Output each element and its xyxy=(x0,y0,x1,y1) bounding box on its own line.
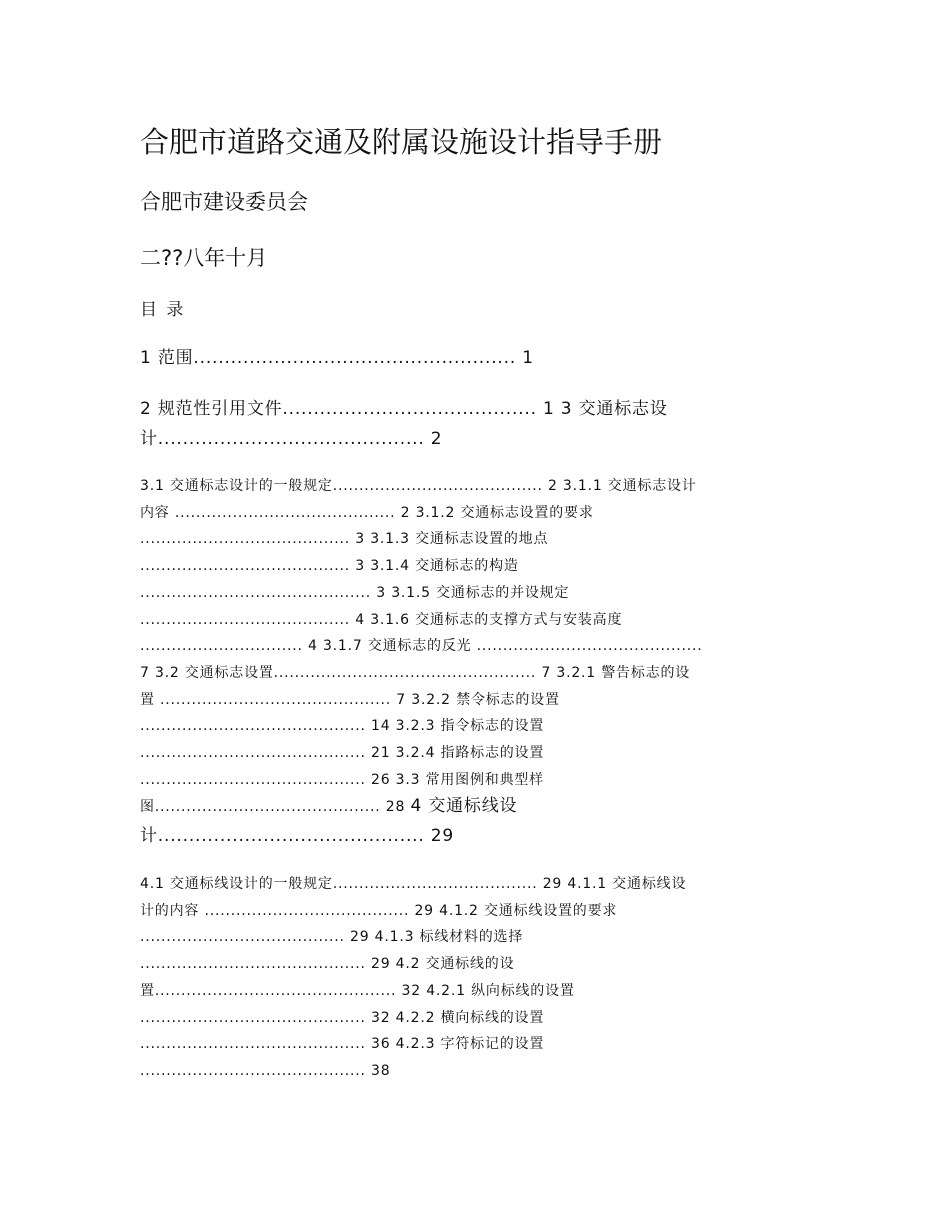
toc-entry[interactable]: ....................................... 29 4.1.3 标线材料的选择 xyxy=(140,929,524,946)
toc-entry[interactable]: ............................................ 3 3.1.5 交通标志的并设规定 xyxy=(140,584,570,601)
toc-entry[interactable]: ........................................ 3 3.1.3 交通标志设置的地点 xyxy=(140,531,549,548)
toc-entry[interactable]: 计........................................... 29 xyxy=(140,826,454,847)
toc-entry[interactable]: 2 规范性引用文件......................................... 1 3 交通标志设 xyxy=(140,399,668,419)
toc-entry[interactable]: 计的内容 ....................................... 29 4.1.2 交通标线设置的要求 xyxy=(140,902,618,919)
toc-entry[interactable]: ............................... 4 3.1.7 交通标志的反光 ........................................... xyxy=(140,638,703,655)
toc-entry[interactable]: 计........................................... 2 xyxy=(140,429,443,449)
toc-entry[interactable]: 1 范围.................................................... 1 xyxy=(140,348,534,368)
toc-entry-with-tail[interactable] xyxy=(140,793,702,821)
toc-block-references xyxy=(140,394,668,454)
toc-entry[interactable]: ........................................... 36 4.2.3 字符标记的设置 xyxy=(140,1036,545,1053)
toc-entry[interactable]: ........................................ 4 3.1.6 交通标志的支撑方式与安装高度 xyxy=(140,611,623,628)
toc-entry[interactable]: ........................................... 32 4.2.2 横向标线的设置 xyxy=(140,1009,545,1026)
publisher-name: 合肥市建设委员会 xyxy=(140,190,308,214)
toc-entry-text-large: 4 交通标线设 xyxy=(410,796,518,817)
toc-entry[interactable]: 置.............................................. 32 4.2.1 纵向标线的设置 xyxy=(140,982,575,999)
toc-entry-text: 图........................................... 28 xyxy=(140,799,406,816)
toc-entry[interactable]: ........................................... 29 4.2 交通标线的设 xyxy=(140,956,515,973)
toc-entry[interactable]: 4.1 交通标线设计的一般规定....................................... 29 4.1.1 交通标线设 xyxy=(140,876,687,892)
toc-entry[interactable]: ........................................... 14 3.2.3 指令标志的设置 xyxy=(140,718,545,735)
toc-heading: 目 录 xyxy=(140,300,186,320)
toc-block-traffic-markings xyxy=(140,871,686,1085)
toc-entry[interactable]: 3.1 交通标志设计的一般规定........................................ 2 3.1.1 交通标志设计 xyxy=(140,478,697,494)
toc-block-scope xyxy=(140,343,534,373)
publication-date: 二??八年十月 xyxy=(140,246,268,270)
toc-entry[interactable]: 7 3.2 交通标志设置.................................................. 7 3.2.1 警告标志的设 xyxy=(140,664,691,681)
toc-entry[interactable]: 内容 .......................................... 2 3.1.2 交通标志设置的要求 xyxy=(140,504,594,521)
toc-entry[interactable]: ........................................... 26 3.3 常用图例和典型样 xyxy=(140,771,544,788)
toc-entry[interactable]: 置 ............................................ 7 3.2.2 禁令标志的设置 xyxy=(140,691,560,708)
toc-block-traffic-signs xyxy=(140,473,702,851)
toc-entry[interactable]: ........................................ 3 3.1.4 交通标志的构造 xyxy=(140,558,519,575)
toc-entry[interactable]: ........................................... 21 3.2.4 指路标志的设置 xyxy=(140,745,545,762)
document-title: 合肥市道路交通及附属设施设计指导手册 xyxy=(140,125,663,159)
toc-entry[interactable]: ........................................... 38 xyxy=(140,1062,391,1079)
